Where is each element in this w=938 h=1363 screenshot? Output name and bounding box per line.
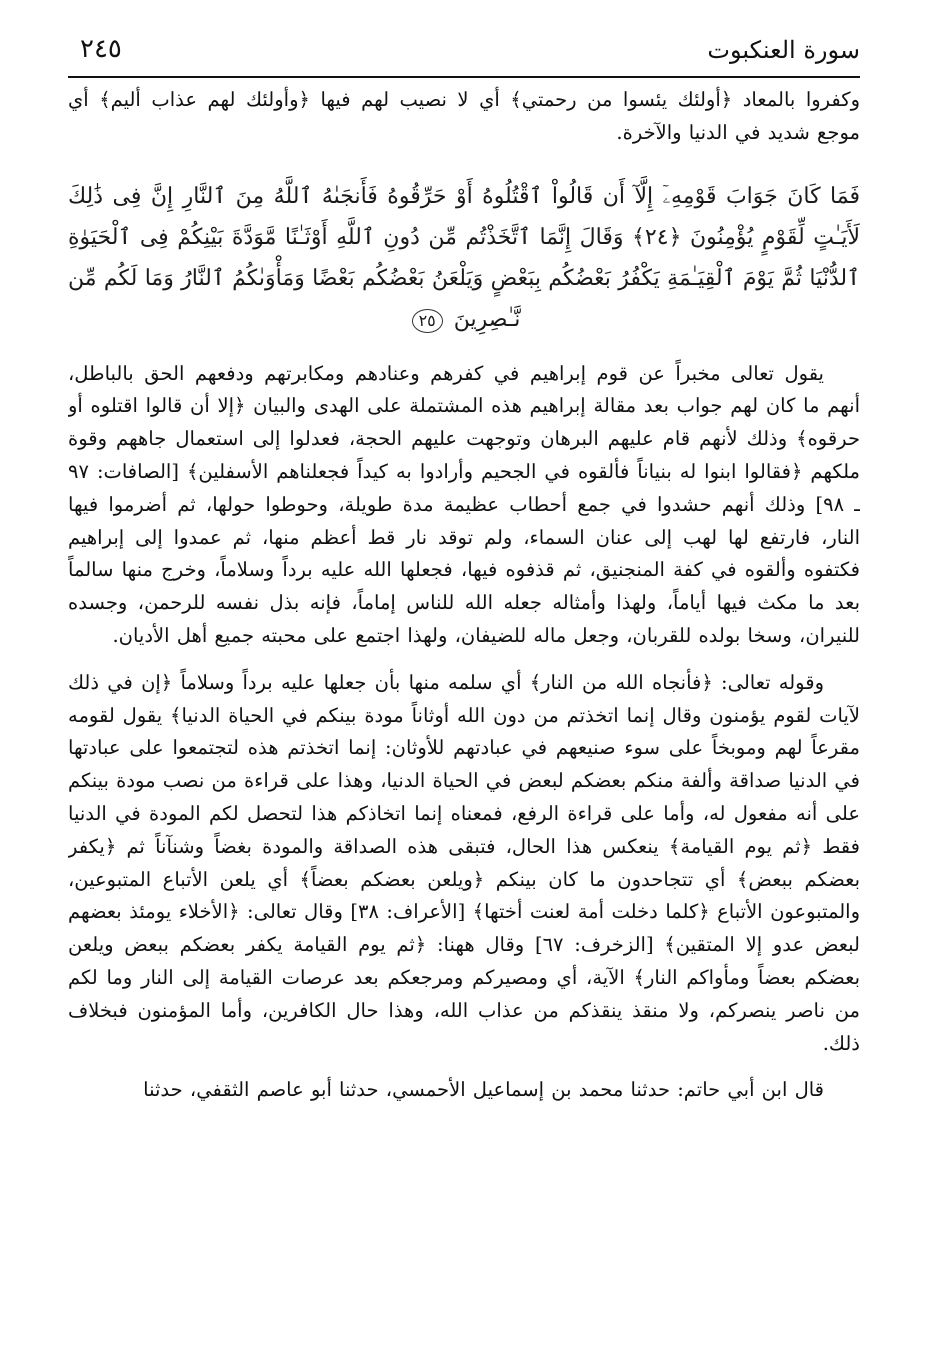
intro-paragraph: وكفروا بالمعاد ﴿أولئك يئسوا من رحمتي﴾ أي لا نصيب لهم فيها ﴿وأولئك لهم عذاب أليم﴾ أي موجع شديد في الدنيا والآخرة. [68,88,860,144]
commentary-paragraph-1: يقول تعالى مخبراً عن قوم إبراهيم في كفرهم وعنادهم ومكابرتهم ودفعهم الحق بالباطل، أنهم ما كان لهم جواب بعد مقالة إبراهيم هذه المشتملة على الهدى والبيان ﴿إلا أن قالوا اقتلوه أو حرقوه﴾ وذلك لأنهم قام عليهم البرهان وتوجهت عليهم الحجة، فعدلوا إلى استعمال جاههم وقوة ملكهم ﴿فقالوا ابنوا له بنياناً فألقوه في الجحيم وأرادوا به كيداً فجعلناهم الأسفلين﴾ [الصافات: ٩٧ ـ ٩٨] وذلك أنهم حشدوا في جمع أحطاب عظيمة مدة طويلة، وحوطوا حولها، ثم أضرموا فيها النار، فارتفع لها لهب إلى عنان السماء، ولم توقد نار قط أعظم منها، ثم عمدوا إلى إبراهيم فكتفوه وألقوه في كفة المنجنيق، ثم قذفوه فيها، فجعلها الله عليه برداً وسلاماً، وخرج منها سالماً بعد ما مكث فيها أياماً، ولهذا وأمثاله جعله الله للناس إماماً، فإنه بذل نفسه للرحمن، وجسده للنيران، وسخا بولده للقربان، وجعل ماله للضيفان، ولهذا اجتمع على محبته جميع أهل الأديان. [68,361,860,647]
quran-verse-text: فَمَا كَانَ جَوَابَ قَوْمِهِۦٓ إِلَّآ أَن قَالُواْ ٱقْتُلُوهُ أَوْ حَرِّقُوهُ فَأَنجَىٰهُ ٱللَّهُ مِنَ ٱلنَّارِ إِنَّ فِى ذَٰلِكَ لَأَيَـٰتٍ لِّقَوْمٍ يُؤْمِنُونَ ﴿٢٤﴾ وَقَالَ إِنَّمَا ٱتَّخَذْتُم مِّن دُونِ ٱللَّهِ أَوْثَـٰنًا مَّوَدَّةَ بَيْنِكُمْ فِى ٱلْحَيَوٰةِ ٱلدُّنْيَا ثُمَّ يَوْمَ ٱلْقِيَـٰمَةِ يَكْفُرُ بَعْضُكُم بِبَعْضٍ وَيَلْعَنُ بَعْضُكُم بَعْضًا وَمَأْوَىٰكُمُ ٱلنَّارُ وَمَا لَكُم مِّن نَّـٰصِرِينَ [68,183,860,332]
page-number: ٢٤٥ [80,34,122,64]
page-header [68,30,860,78]
surah-title: سورة العنكبوت [707,36,860,64]
verse-number-marker: ٢٥ [412,309,443,333]
quran-verse-block [68,176,860,340]
commentary-paragraph-2: وقوله تعالى: ﴿فأنجاه الله من النار﴾ أي سلمه منها بأن جعلها عليه برداً وسلاماً ﴿إن في ذلك لآيات لقوم يؤمنون وقال إنما اتخذتم من دون الله أوثاناً مودة بينكم في الحياة الدنيا﴾ يقول لقومه مقرعاً لهم وموبخاً على سوء صنيعهم في عبادتهم للأوثان: إنما اتخذتم هذه لتجتمعوا على عبادتها في الدنيا صداقة وألفة منكم بعضكم لبعض في الحياة الدنيا، وهذا على قراءة من نصب مودة بينكم على أنه مفعول له، وأما على قراءة الرفع، فمعناه إنما اتخاذكم هذا لتحصل لكم المودة في الدنيا فقط ﴿ثم يوم القيامة﴾ ينعكس هذا الحال، فتبقى هذه الصداقة والمودة بغضاً وشنآناً ثم ﴿يكفر بعضكم ببعض﴾ أي تتجاحدون ما كان بينكم ﴿ويلعن بعضكم بعضاً﴾ أي يلعن الأتباع المتبوعين، والمتبوعون الأتباع ﴿كلما دخلت أمة لعنت أختها﴾ [الأعراف: ٣٨] وقال تعالى: ﴿الأخلاء يومئذ بعضهم لبعض عدو إلا المتقين﴾ [الزخرف: ٦٧] وقال ههنا: ﴿ثم يوم القيامة يكفر بعضكم ببعض ويلعن بعضكم بعضاً ومأواكم النار﴾ الآية، أي ومصيركم ومرجعكم بعد عرصات القيامة إلى النار وما لكم من ناصر ينصركم، ولا منقذ ينقذكم من عذاب الله، وهذا حال الكافرين، وأما المؤمنون فبخلاف ذلك. [68,670,860,1055]
book-page [68,30,860,1350]
commentary-paragraph-3: قال ابن أبي حاتم: حدثنا محمد بن إسماعيل الأحمسي، حدثنا أبو عاصم الثقفي، حدثنا [143,1078,824,1102]
